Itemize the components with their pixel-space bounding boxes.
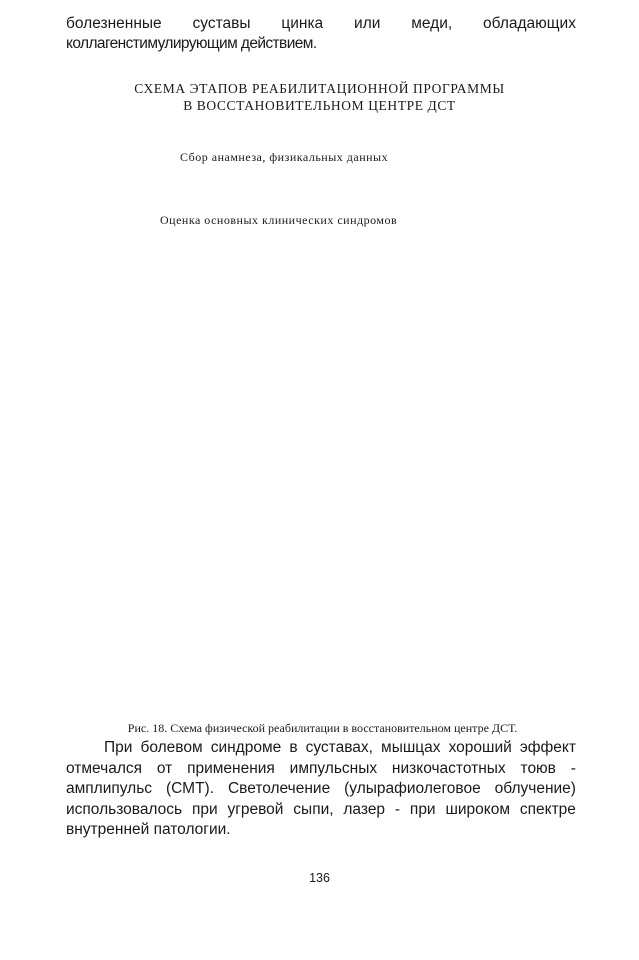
word: амплипульс — [66, 780, 153, 797]
paragraph-line — [66, 14, 576, 34]
paragraph-line: коллагенстимулирующим действием. — [66, 35, 317, 52]
paragraph-line — [66, 820, 576, 841]
word: или — [354, 15, 381, 32]
word: (улырафиолеговое — [344, 780, 481, 797]
paragraph-line — [66, 800, 576, 821]
paragraph-line — [66, 779, 576, 800]
word: хороший — [448, 739, 512, 756]
top-paragraph — [66, 14, 576, 54]
word: от — [156, 759, 173, 777]
word: суставы — [192, 15, 251, 32]
paragraph-line — [66, 738, 576, 759]
word: мышцах — [381, 739, 441, 756]
word: при — [191, 800, 218, 818]
word: болезненные — [66, 15, 162, 32]
word: спектре — [519, 800, 576, 818]
word: сыпи, — [293, 800, 334, 818]
word: суставах, — [305, 739, 373, 756]
body-paragraph — [66, 738, 576, 841]
word: низкочастотных — [391, 759, 506, 777]
scheme-title-line: В ВОССТАНОВИТЕЛЬНОМ ЦЕНТРЕ ДСТ — [183, 98, 456, 113]
word: внутренней патологии. — [66, 821, 231, 838]
word: Светолечение — [227, 780, 331, 797]
word: синдроме — [210, 739, 282, 756]
word: применения — [187, 759, 275, 777]
word: широком — [445, 800, 511, 818]
word: тоюв — [520, 759, 556, 777]
paragraph-line — [66, 759, 576, 780]
word: (СМТ). — [165, 780, 215, 797]
word: использовалось — [66, 800, 183, 818]
scheme-step-syndromes: Оценка основных клинических синдромов — [160, 213, 398, 227]
scheme-title-line: СХЕМА ЭТАПОВ РЕАБИЛИТАЦИОННОЙ ПРОГРАММЫ — [134, 81, 505, 96]
scheme-title — [0, 80, 639, 114]
word: импульсных — [289, 759, 378, 777]
scheme-step-history: Сбор анамнеза, физикальных данных — [180, 150, 389, 164]
word: лазер — [343, 800, 386, 818]
word: - — [394, 800, 401, 818]
word: угревой — [227, 800, 284, 818]
word: обладающих — [483, 15, 576, 32]
word: при — [409, 800, 436, 818]
word: При — [104, 739, 133, 756]
page-number: 136 — [309, 871, 330, 885]
word: облучение) — [494, 780, 576, 797]
word: отмечался — [66, 759, 143, 777]
word: эффект — [519, 739, 576, 756]
figure-caption: Рис. 18. Схема физической реабилитации в восстановительном центре ДСТ. — [127, 721, 518, 735]
word: - — [570, 759, 576, 777]
word: болевом — [140, 739, 203, 756]
word: меди, — [411, 15, 453, 32]
word: в — [289, 739, 298, 756]
word: цинка — [281, 15, 324, 32]
